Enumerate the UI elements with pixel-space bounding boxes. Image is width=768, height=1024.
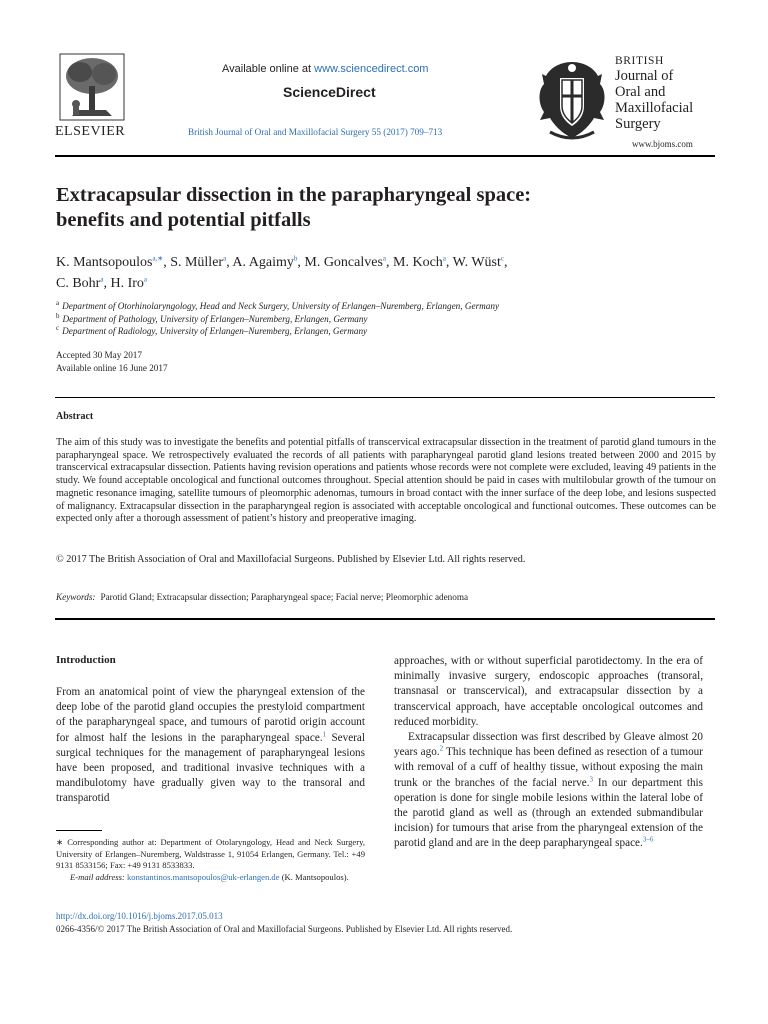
available-online-date: Available online 16 June 2017 [56,362,168,373]
author[interactable] [393,255,446,270]
affiliation-item [56,313,499,326]
author-name: A. Agaimy [232,255,294,270]
text-run: Extracapsular dissection was first described by Gleave almost 20 years ago. [394,731,703,759]
author-affiliation-mark[interactable]: c [500,254,505,263]
author[interactable] [232,255,297,270]
affiliation-key: a [56,298,60,307]
journal-logo-text [615,55,715,132]
author-name: M. Koch [393,255,443,270]
affiliation-text: Department of Pathology, University of Erlangen–Nuremberg, Erlangen, Germany [62,313,368,324]
journal-crest-logo [532,54,612,144]
author-separator: , [386,255,394,270]
abstract-heading: Abstract [56,411,94,422]
author[interactable] [453,255,504,270]
header-divider [55,155,715,157]
paragraph [394,730,703,852]
author-name: M. Goncalves [304,255,383,270]
text-run: From an anatomical point of view the pharyngeal extension of the deep lobe of the parotid gland occupies the prestyloid compartment of the parapharyngeal space, and tumours of parotid origin account for almost half the lesions in the parapharyngeal space. [56,686,365,744]
article-dates [56,349,168,374]
affiliation-item [56,325,499,338]
keywords-line [56,592,468,602]
issn-copyright: 0266-4356/© 2017 The British Association of Oral and Maxillofacial Surgeons. Published by Elsevier Ltd. All rights reserved. [56,924,513,934]
email-link[interactable]: konstantinos.mantsopoulos@uk-erlangen.de [126,871,280,882]
author-name: C. Bohr [56,276,101,291]
doi-link[interactable]: http://dx.doi.org/10.1016/j.bjoms.2017.05.013 [56,911,223,921]
keywords-list: Parotid Gland; Extracapsular dissection; Parapharyngeal space; Facial nerve; Pleomorphic adenoma [100,592,469,602]
abstract-bottom-divider [55,618,715,620]
author[interactable] [56,255,163,270]
author-name: W. Wüst [452,255,501,270]
text-run: Several surgical techniques for the management of parapharyngeal lesions have been proposed, and traditional invasive techniques with a mandibulotomy have gradually given way to the transoral and transparotid [56,731,366,805]
journal-logo-line3: Oral and [615,84,666,100]
affiliation-text: Department of Otorhinolaryngology, Head and Neck Surgery, University of Erlangen–Nuremberg, Erlangen, Germany [62,301,500,311]
elsevier-tree-logo [58,52,126,122]
article-title-line1: Extracapsular dissection in the parapharyngeal space: [56,184,532,206]
author-separator: , [445,255,453,270]
abstract-top-divider [55,397,715,398]
author-separator: , [163,255,171,270]
paragraph: approaches, with or without superficial parotidectomy. In the era of minimally invasive surgery, endoscopic approaches (transoral, transnasal or transcervical), and extracapsular dissection by a transcervical approach, have acceptable oncological outcomes and reduced morbidity. [394,655,703,728]
accepted-date: Accepted 30 May 2017 [56,350,142,360]
journal-logo-line4: Maxillofacial [615,100,694,116]
affiliation-key: b [56,311,60,320]
affiliation-item [56,300,499,313]
journal-url[interactable]: www.bjoms.com [632,139,693,149]
author-separator: , [504,255,508,270]
email-label: E-mail address: [70,871,125,882]
author-affiliation-mark[interactable]: b [293,254,298,263]
author-affiliation-mark[interactable]: a [100,275,104,284]
author-affiliation-mark[interactable]: a,∗ [152,254,164,263]
text-run: This technique has been defined as resection of a tumour with removal of a cuff of healthy tissue, without exposing the main trunk or the branches of the facial nerve. [394,746,703,789]
email-line [56,872,365,884]
paragraph [56,685,365,807]
affiliation-key: c [56,324,60,333]
author-separator: , [297,255,305,270]
author-name: K. Mantsopoulos [56,255,153,270]
affiliation-text: Department of Radiology, University of Erlangen–Nuremberg, Erlangen, Germany [62,326,368,337]
affiliation-list [56,300,499,338]
article-title-line2: benefits and potential pitfalls [56,209,311,231]
author[interactable] [170,255,226,270]
available-online-line [222,63,428,75]
author[interactable] [56,276,103,291]
journal-logo-line2: Journal of [615,68,674,84]
abstract-text: The aim of this study was to investigate the benefits and potential pitfalls of transcervical extracapsular dissection in the treatment of parotid gland tumours in the parapharyngeal space. We retrospectively evaluated the records of all patients with parapharyngeal parotid gland lesions treated between 2000 and 2015 by transcervical extracapsular dissection. Patients having revision operations and patients whose records were not complete were excluded, leaving 49 patients in the study. We found acceptable oncological and functional outcomes throughout. Special attention should be paid in cases with multilobular growth of the tumour on magnetic resonance imaging, satellite tumours of pleomorphic adenomas, tumours in broad contact with the inner surface of the deep lobe, and lesions suspected of malignancy. Extracapsular dissection in the parapharyngeal region is associated with acceptable oncological and functional outcomes. These outcomes can be expected only after a thorough assessment of patient’s history and preoperative imaging. [56,437,716,525]
author-affiliation-mark[interactable]: a [442,254,446,263]
footnote-mark: ∗ [56,837,64,847]
abstract-copyright: © 2017 The British Association of Oral and Maxillofacial Surgeons. Published by Elsevier Ltd. All rights reserved. [56,554,526,565]
left-column [56,685,365,807]
author-name: H. Iro [110,276,144,291]
author-list [56,252,696,294]
introduction-heading: Introduction [56,654,116,666]
author-affiliation-mark[interactable]: a [223,254,227,263]
journal-logo-line5: Surgery [615,116,661,132]
publisher-name: ELSEVIER [55,124,126,139]
right-column [394,654,703,852]
reference-link[interactable]: 3–6 [642,835,654,844]
keywords-label: Keywords: [56,592,96,602]
author-affiliation-mark[interactable]: a [382,254,387,263]
author-separator: , [226,255,233,270]
corresponding-author-note [56,837,365,872]
footnote-divider [56,830,102,831]
footnote [56,837,365,883]
article-title [56,183,696,233]
author-name: S. Müller [170,255,224,270]
available-online-prefix: Available online at [222,63,315,75]
sciencedirect-wordmark: ScienceDirect [283,84,376,100]
footnote-text: Corresponding author at: Department of Otolaryngology, Head and Neck Surgery, University of Erlangen–Nuremberg, Waldstrasse 1, 91054 Erlangen, Germany. Tel.: +49 9131 8533156; Fax: +49 9131 8533833. [56,837,365,871]
author[interactable] [110,276,147,291]
reference-link[interactable]: 2 [439,744,444,753]
author-separator: , [103,276,111,291]
reference-link[interactable]: 1 [322,729,327,738]
email-suffix: (K. Mantsopoulos). [279,871,349,882]
sciencedirect-url-link[interactable]: www.sciencedirect.com [314,63,429,75]
author[interactable] [304,255,386,270]
text-run: In our department this operation is done for single mobile lesions within the lateral lobe of the parotid gland as well as (through an extended submandibular incision) for tumours that arise from the pharyngeal extension of the parotid gland and are in the deep parapharyngeal space. [394,776,704,850]
reference-link[interactable]: 3 [589,774,594,783]
journal-logo-line1: BRITISH [615,55,664,67]
author-affiliation-mark[interactable]: a [143,275,147,284]
journal-citation[interactable]: British Journal of Oral and Maxillofacial Surgery 55 (2017) 709–713 [188,127,443,137]
